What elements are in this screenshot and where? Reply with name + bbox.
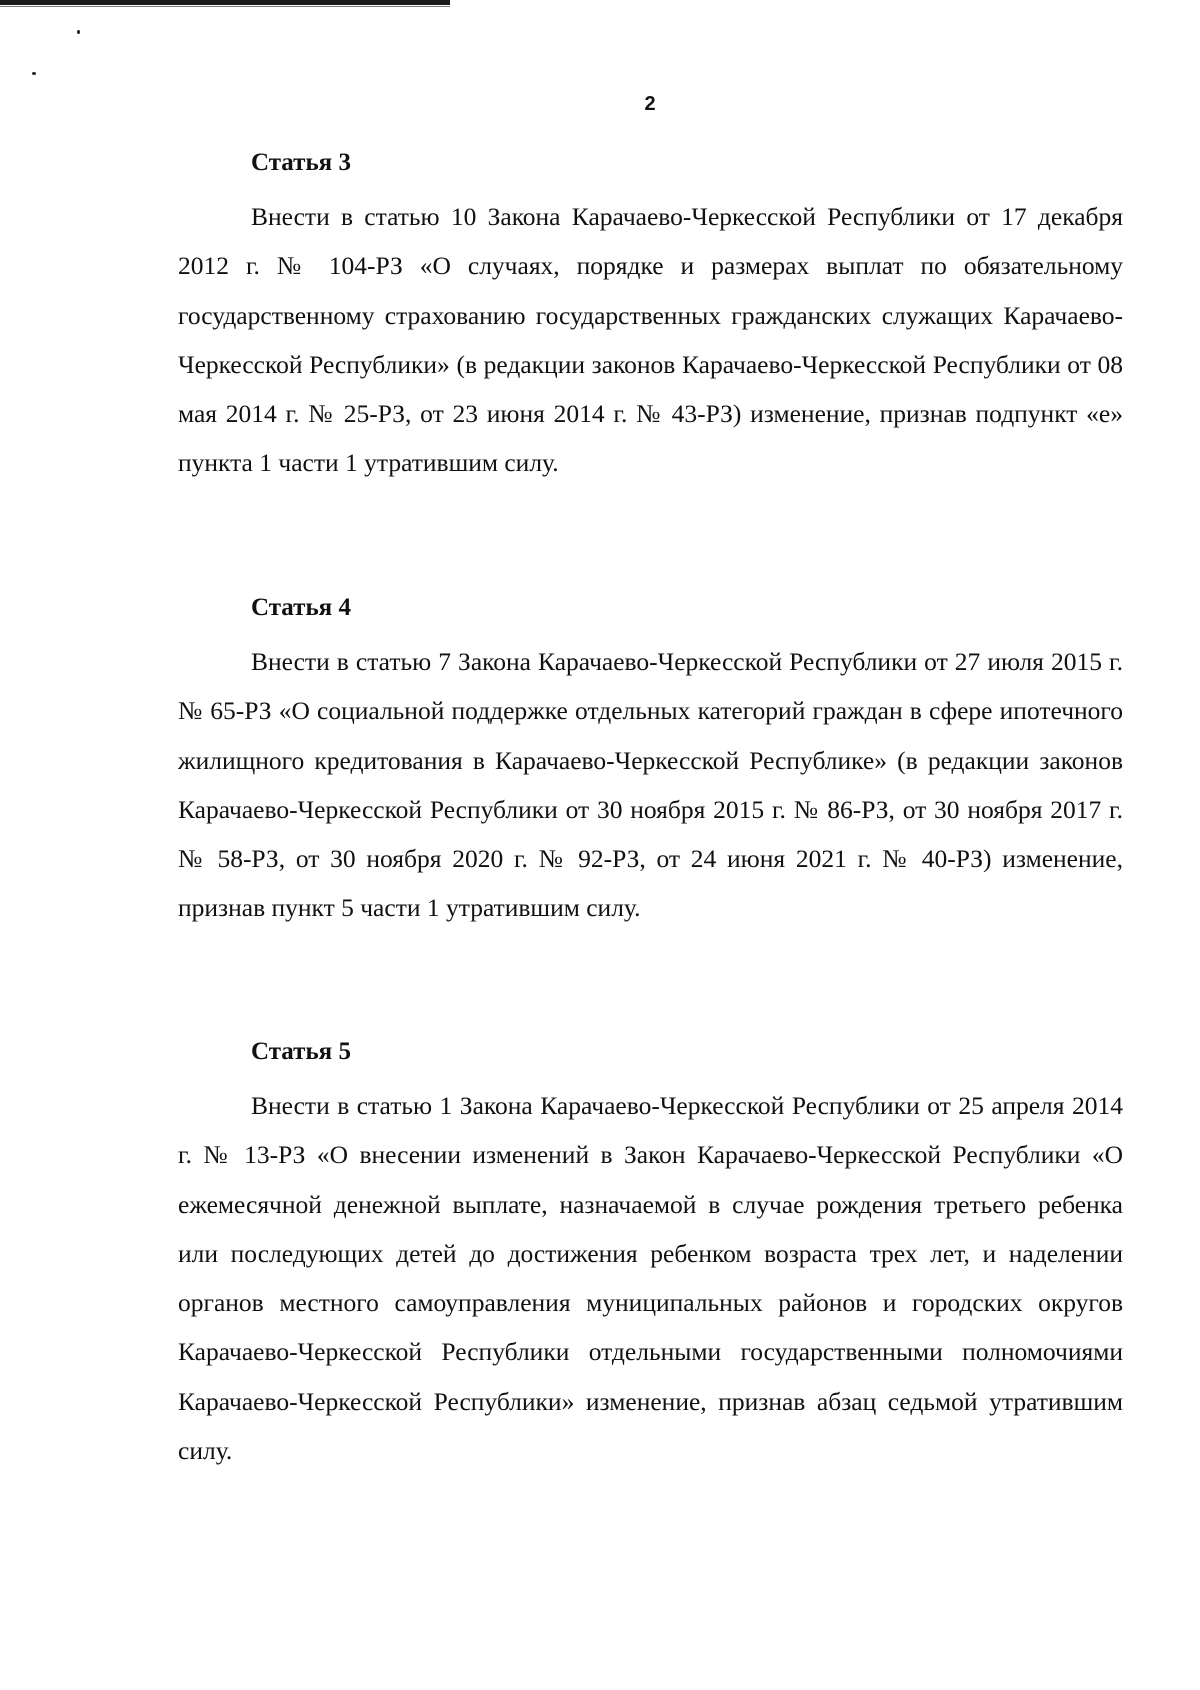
- article-text: Внести в статью 10 Закона Карачаево-Черкесской Республики от 17 декабря 2012 г. № 104-РЗ «О случаях, порядке и размерах выплат по обязательному государственному страхованию государственных гражданских служащих Карачаево-Черкесской Республики» (в редакции законов Карачаево-Черкесской Республики от 08 мая 2014 г. № 25-РЗ, от 23 июня 2014 г. № 43-РЗ) изменение, признав подпункт «е» пункта 1 части 1 утратившим силу.: [178, 202, 1123, 478]
- article-5: [178, 1037, 1123, 1475]
- scan-speck: [32, 72, 36, 75]
- article-4: [178, 593, 1123, 933]
- article-title: Статья 5: [251, 1038, 351, 1065]
- scan-edge-bar: [0, 0, 450, 5]
- article-text: Внести в статью 1 Закона Карачаево-Черкесской Республики от 25 апреля 2014 г. № 13-РЗ «О внесении изменений в Закон Карачаево-Черкесской Республики «О ежемесячной денежной выплате, назначаемой в случае рождения третьего ребенка или последующих детей до достижения ребенком возраста трех лет, и наделении органов местного самоуправления муниципальных районов и городских округов Карачаево-Черкесской Республики отдельными государственными полномочиями Карачаево-Черкесской Республики» изменение, признав абзац седьмой утратившим силу.: [178, 1091, 1123, 1466]
- article-title: Статья 3: [251, 149, 351, 176]
- scan-speck: [77, 30, 80, 34]
- article-3: [178, 148, 1123, 488]
- scan-edge-line: [0, 6, 450, 7]
- article-title: Статья 4: [251, 594, 351, 621]
- article-text: Внести в статью 7 Закона Карачаево-Черкесской Республики от 27 июля 2015 г. № 65-РЗ «О социальной поддержке отдельных категорий граждан в сфере ипотечного жилищного кредитования в Карачаево-Черкесской Республике» (в редакции законов Карачаево-Черкесской Республики от 30 ноября 2015 г. № 86-РЗ, от 30 ноября 2017 г. № 58-РЗ, от 30 ноября 2020 г. № 92-РЗ, от 24 июня 2021 г. № 40-РЗ) изменение, признав пункт 5 части 1 утратившим силу.: [178, 647, 1123, 923]
- page-number: 2: [644, 93, 656, 115]
